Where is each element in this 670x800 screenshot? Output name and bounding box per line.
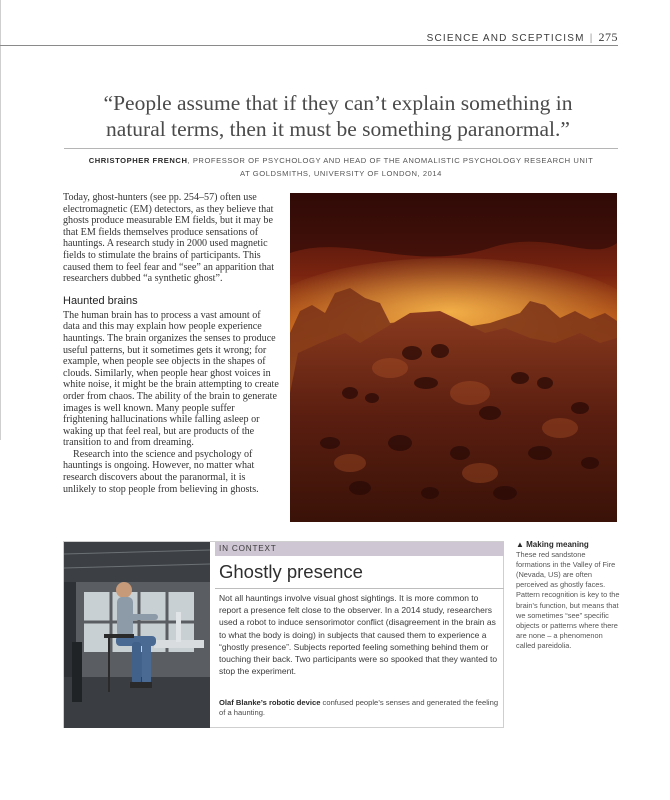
- running-head: [427, 30, 618, 45]
- body-text-column: [63, 192, 279, 495]
- photo-caption-title: ▲ Making meaning: [516, 540, 589, 549]
- attribution-name: CHRISTOPHER FRENCH: [88, 156, 188, 165]
- in-context-caption: [219, 698, 502, 719]
- attribution-affiliation: AT GOLDSMITHS, UNIVERSITY OF LONDON, 2014: [240, 168, 442, 178]
- page-number: 275: [598, 30, 618, 44]
- section-title: SCIENCE AND SCEPTICISM: [426, 33, 585, 44]
- photo-caption: [516, 540, 620, 651]
- in-context-text: Not all hauntings involve visual ghost sightings. It is more common to report a presence felt close to the observer. In a 2014 study, researchers used a robot to induce sensorimotor conflict (disagreement in the brain as to what the body is doing) in subjects that caused them to experience a “ghostly presence”. Subjects reported feeling something behind them or touching their back. Two participants were so spooked that they wanted to stop the experiment.: [219, 593, 498, 677]
- pull-quote-line-2: natural terms, then it must be something paranormal.”: [106, 117, 570, 141]
- lab-illustration: [64, 542, 210, 728]
- running-head-separator: |: [589, 33, 594, 44]
- in-context-tag: IN CONTEXT: [215, 542, 504, 556]
- in-context-rule: [215, 588, 504, 589]
- body-paragraph-1: Today, ghost-hunters (see pp. 254–57) often use electromagnetic (EM) detectors, as they believe that ghosts produce measurable EM fields, but it may be that EM fields themselves produce sensations of hauntings. A research study in 2000 used magnetic fields to stimulate the brains of participants. This caused them to feel fear and “see” an apparition that researchers dubbed “a synthetic ghost”.: [63, 192, 275, 285]
- pull-quote: [58, 90, 618, 142]
- caption-rest: confused people’s senses and generated the feeling of a haunting.: [219, 698, 499, 718]
- robot-experiment-photo: [64, 542, 210, 728]
- in-context-title: Ghostly presence: [219, 561, 363, 582]
- caption-bold: Olaf Blanke’s robotic device: [219, 698, 321, 707]
- sandstone-illustration: [290, 193, 617, 522]
- body-paragraph-2: The human brain has to process a vast amount of data and this may explain how people experience hauntings. The brain organizes the senses to produce useful patterns, but it sometimes gets it wrong; for example, when people see objects in the shapes of clouds. Similarly, when people hear ghost voices in white noise, it might be the brain attempting to create order from chaos. The ability of the brain to generate images is well known. Many people suffer frightening hallucinations while falling asleep or waking up that feel real, but are products of the transition to and from dreaming.: [63, 309, 279, 449]
- sandstone-photo: [290, 193, 617, 522]
- attribution-role: , PROFESSOR OF PSYCHOLOGY AND HEAD OF THE ANOMALISTIC PSYCHOLOGY RESEARCH UNIT: [187, 156, 594, 165]
- body-paragraph-3: Research into the science and psychology of hauntings is ongoing. However, no matter what research discovers about the paranormal, it is unlikely to stop people from believing in ghosts.: [63, 448, 259, 495]
- section-heading: Haunted brains: [63, 294, 138, 307]
- photo-caption-text: These red sandstone formations in the Valley of Fire (Nevada, US) are often perceived as ghostly faces. Pattern recognition is key to the brain’s function, but means that we sometimes “see” specific objects or patterns where there are none – a phenomenon called pareidolia.: [516, 550, 620, 650]
- quote-rule: [64, 148, 618, 149]
- page-edge: [0, 0, 1, 440]
- pull-quote-line-1: “People assume that if they can’t explain something in: [103, 91, 573, 115]
- in-context-box: [63, 541, 504, 728]
- quote-attribution: [64, 155, 618, 180]
- top-rule: [0, 45, 618, 46]
